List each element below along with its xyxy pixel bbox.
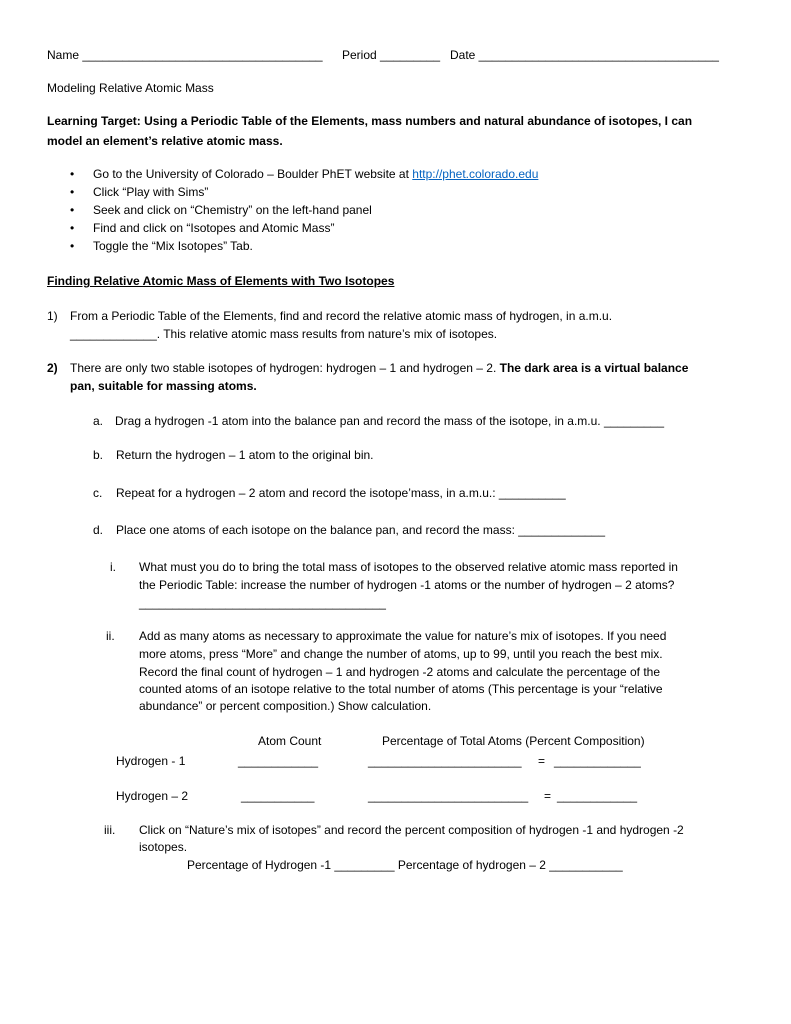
section-heading: Finding Relative Atomic Mass of Elements with Two Isotopes (47, 274, 395, 288)
row-hydrogen-2-calc-blank[interactable]: ________________________ (368, 789, 529, 803)
bullet-text: Find and click on “Isotopes and Atomic Mass” (93, 221, 335, 235)
date-field[interactable]: Date ____________________________________ (450, 48, 719, 62)
col-percentage-header: Percentage of Total Atoms (Percent Composition) (382, 734, 645, 748)
row-hydrogen-2-label: Hydrogen – 2 (116, 789, 189, 803)
question-2-line-1 (70, 360, 688, 376)
subpart-i-line-1: What must you do to bring the total mass of isotopes to the observed relative atomic mass reported in (139, 560, 678, 574)
bullet-icon: • (70, 203, 75, 217)
subpart-iii-line-1: Click on “Nature’s mix of isotopes” and record the percent composition of hydrogen -1 and hydrogen -2 (139, 823, 684, 837)
subpart-ii-line-3: Record the final count of hydrogen – 1 and hydrogen -2 atoms and calculate the percentage of the (139, 665, 661, 679)
subpart-iii-line-2: isotopes. (139, 840, 188, 854)
row-hydrogen-1-result-blank[interactable]: _____________ (554, 754, 641, 768)
row-hydrogen-1-calc-blank[interactable]: _______________________ (368, 754, 522, 768)
part-a-text[interactable]: Drag a hydrogen -1 atom into the balance pan and record the mass of the isotope, in a.m.u. _________ (115, 414, 665, 428)
question-2-number: 2) (47, 361, 58, 375)
row-hydrogen-1-count-blank[interactable]: ____________ (238, 754, 319, 768)
subpart-ii-line-4: counted atoms of an isotope relative to the total number of atoms (This percentage is your “relative (139, 682, 663, 696)
subpart-iii-label: iii. (104, 823, 116, 837)
row-hydrogen-2-equals: = (544, 789, 552, 803)
row-hydrogen-1-equals: = (538, 754, 546, 768)
question-2-text: There are only two stable isotopes of hydrogen: hydrogen – 1 and hydrogen – 2. (70, 361, 500, 375)
bullet-text: Seek and click on “Chemistry” on the left-hand panel (93, 203, 372, 217)
bullet-icon: • (70, 167, 75, 181)
subpart-i-label: i. (110, 560, 116, 574)
part-a-label: a. (93, 414, 104, 428)
bullet-text: Toggle the “Mix Isotopes” Tab. (93, 239, 253, 253)
part-c-text[interactable]: Repeat for a hydrogen – 2 atom and record the isotope’mass, in a.m.u.: __________ (116, 486, 566, 500)
part-c-label: c. (93, 486, 103, 500)
part-d-label: d. (93, 523, 104, 537)
question-1-number: 1) (47, 309, 58, 323)
question-2-bold-text: The dark area is a virtual balance (499, 361, 689, 375)
row-hydrogen-2-count-blank[interactable]: ___________ (241, 789, 315, 803)
subpart-ii-label: ii. (106, 629, 115, 643)
name-field[interactable]: Name ____________________________________ (47, 48, 323, 62)
row-hydrogen-2-result-blank[interactable]: ____________ (557, 789, 638, 803)
question-1-line-2[interactable]: _____________. This relative atomic mass results from nature’s mix of isotopes. (70, 327, 498, 341)
bullet-icon: • (70, 239, 75, 253)
learning-target-line-1: Learning Target: Using a Periodic Table of the Elements, mass numbers and natural abundance of isotopes, I can (47, 114, 693, 128)
row-hydrogen-1-label: Hydrogen - 1 (116, 754, 186, 768)
bullet-text: Click “Play with Sims” (93, 185, 209, 199)
subpart-ii-line-1: Add as many atoms as necessary to approximate the value for nature’s mix of isotopes. If you need (139, 629, 667, 643)
subpart-i-line-2: the Periodic Table: increase the number of hydrogen -1 atoms or the number of hydrogen – 2 atoms? (139, 578, 675, 592)
subpart-iii-line-3[interactable]: Percentage of Hydrogen -1 _________ Percentage of hydrogen – 2 ___________ (187, 858, 623, 872)
col-atom-count-header: Atom Count (258, 734, 322, 748)
part-d-text[interactable]: Place one atoms of each isotope on the balance pan, and record the mass: _____________ (116, 523, 606, 537)
subpart-ii-line-5: abundance” or percent composition.) Show calculation. (139, 699, 432, 713)
question-2-line-2: pan, suitable for massing atoms. (70, 379, 257, 393)
question-1-line-1: From a Periodic Table of the Elements, find and record the relative atomic mass of hydrogen, in a.m.u. (70, 309, 613, 323)
part-b-label: b. (93, 448, 104, 462)
part-b-text: Return the hydrogen – 1 atom to the original bin. (116, 448, 374, 462)
phet-website-link[interactable]: http://phet.colorado.edu (412, 167, 539, 181)
period-field[interactable]: Period _________ (342, 48, 441, 62)
subpart-ii-line-2: more atoms, press “More” and change the number of atoms, up to 99, until you reach the best mix. (139, 647, 663, 661)
bullet-icon: • (70, 221, 75, 235)
page-title: Modeling Relative Atomic Mass (47, 81, 214, 95)
bullet-icon: • (70, 185, 75, 199)
subpart-i-answer-line[interactable]: _____________________________________ (139, 596, 386, 610)
bullet-text: Go to the University of Colorado – Boulder PhET website at (93, 167, 413, 181)
learning-target-line-2: model an element’s relative atomic mass. (47, 134, 283, 148)
